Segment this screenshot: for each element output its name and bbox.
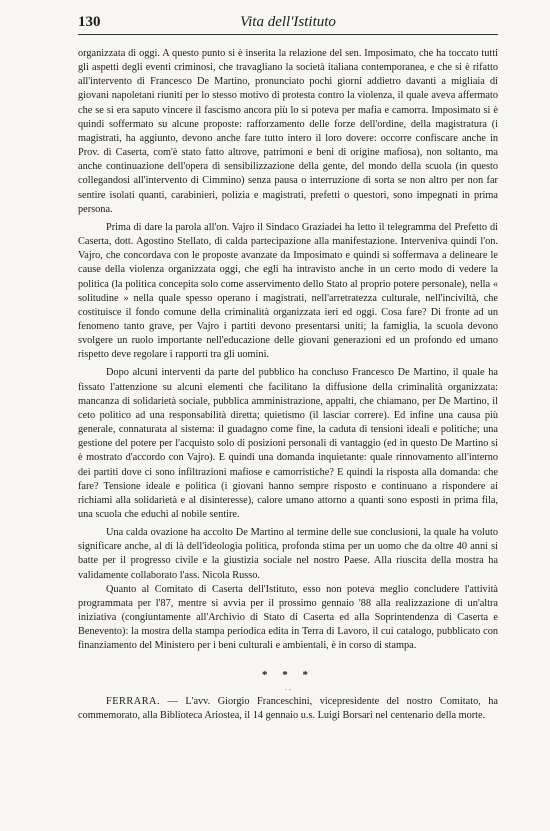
- final-note-city: FERRARA.: [106, 695, 161, 707]
- running-title: Vita dell'Istituto: [240, 14, 336, 30]
- paragraph-5: Quanto al Comitato di Caserta dell'Istituto, esso non poteva meglio concludere l'attività programmata per l'87, mentre si avvia per il prossimo gennaio '88 alla realizzazione di un'altra iniziativa (congiuntamente all'Archivio di Stato di Caserta ed alla Soprintendenza di Caserta e Benevento): la mostra della stampa periodica edita in Terra di Lavoro, il cui catalogo, pubblicato con finanziamento del Ministero per i beni culturali e ambientali, è in corso di stampa.: [78, 583, 498, 652]
- printer-mark: ˙ ¨: [284, 687, 292, 696]
- paragraph-1: organizzata di oggi. A questo punto si è inserita la relazione del sen. Imposimato, che ha toccato tutti gli aspetti degli eventi criminosi, che travagliano la società italiana contemporanea, e che si è rifatto all'intervento di Francesco De Martino, pronunciato pochi giorni addietro davanti a migliaia di giovani napoletani riuniti per lo stesso motivo di protesta contro la violenza, il quale aveva affermato che se si era saputo vincere il fascismo ancora più lo si poteva per mafia e camorra. Imposimato si è quindi soffermato su alcune proposte: rafforzamento delle forze dell'ordine, della magistratura (i magistrati, ha aggiunto, devono anche fare tutto intero il loro dovere: occorre confiscare anche in Prov. di Caserta, com'è stato fatto altrove, patrimoni e beni di origine mafiosa), non soltanto, ma anche continuazione dell'opera di sensibilizzazione della gente, del mondo della scuola (in questo collegandosi all'intervento di Cimmino) senza pausa o interruzione di sorta se non altro per non far sentire isolati quanti, carabinieri, polizia e magistrati, prefetti o questori, sono impegnati in prima persona.: [78, 48, 498, 215]
- section-separator: * * *: [262, 668, 314, 681]
- page-number: 130: [78, 14, 101, 30]
- paragraph-4: Una calda ovazione ha accolto De Martino al termine delle sue conclusioni, la quale ha voluto significare anche, al di là dell'ideologia politica, profonda stima per un uomo che da oltre 40 anni si batte per il progresso civile e la giustizia sociale nel nostro Paese. Alla riuscita della mostra ha validamente collaborato l'ass. Nicola Russo.: [78, 527, 498, 581]
- page-header: [78, 12, 498, 35]
- paragraph-2: Prima di dare la parola all'on. Vajro il Sindaco Graziadei ha letto il telegramma del Prefetto di Caserta, dott. Agostino Stellato, di calda partecipazione alla manifestazione. Interveniva quindi l'on. Vajro, che concordava con le proposte avanzate da Imposimato e quindi si soffermava a delineare le cause della violenza organizzata oggi, che egli ha intravisto anche in un certo modo di vedere la politica (la politica concepita solo come asservimento dello Stato al proprio potere personale), nella « solitudine » nella quale spesso operano i magistrati, nell'arretratezza culturale, nell'inciviltà, che costituisce il fondo comune della criminalità organizzata ieri ed oggi. Cosa fare? Di fronte ad un fenomeno tanto grave, per Vajro i partiti devono presentarsi uniti; la famiglia, la scuola devono svolgere un ruolo importante nell'educazione delle giovani generazioni ed un profondo ed umano rispetto deve regolare i rapporti tra gli uomini.: [78, 221, 498, 361]
- final-note-text: — L'avv. Giorgio Franceschini, vicepresidente del nostro Comitato, ha commemorato, alla Biblioteca Ariostea, il 14 gennaio u.s. Luigi Borsari nel centenario della morte.: [78, 695, 498, 721]
- article-body: [78, 47, 498, 723]
- paragraph-3: Dopo alcuni interventi da parte del pubblico ha concluso Francesco De Martino, il quale ha fissato l'attenzione su alcuni elementi che facilitano la diffusione della criminalità organizzata: mancanza di solidarietà sociale, pubblica amministrazione, appalti, che chiamano, per De Martino, il ceto politico ad una responsabilità diretta; quietismo (il lasciar correre). Ed infine una causa più generale, connaturata al sistema: il guadagno come fine, la caduta di tensioni ideali e politiche; una gestione del potere per l'acquisto solo di posizioni personali di vantaggio (ed in questo De Martino si è mostrato d'accordo con Vajro). E quindi una domanda inquietante: quale rinnovamento all'interno dei partiti dove ci sono infiltrazioni mafiose e camorristiche? E quindi la risposta alla domanda: che fare? Tensione ideale e politica (i giovani hanno sempre risposto e continuano a rispondere ai richiami alla solidarietà e al disinteresse), calore umano attorno a quanti sono esposti in prima fila, una scuola che educhi al nobile sentire.: [78, 367, 498, 520]
- final-note: [78, 695, 498, 723]
